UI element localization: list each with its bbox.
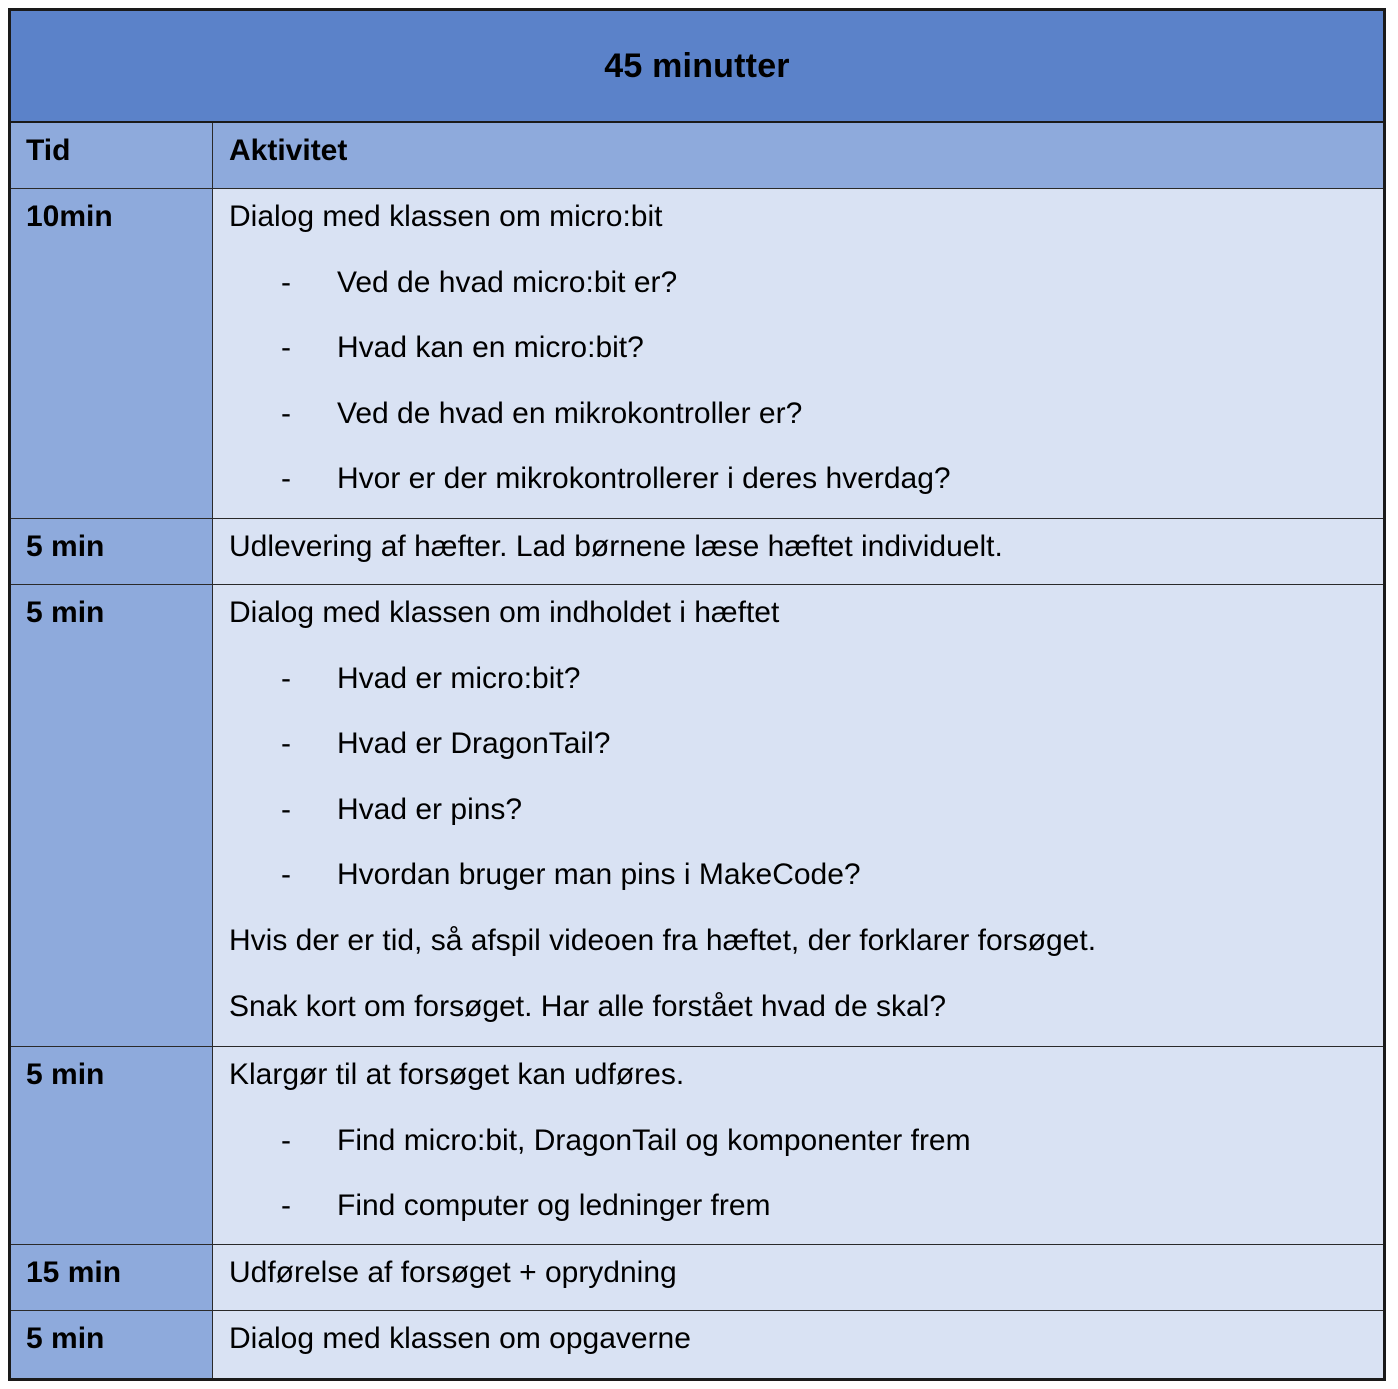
line-text: Hvordan bruger man pins i MakeCode? (337, 858, 861, 892)
time-cell: 5 min (11, 1311, 213, 1378)
time-cell: 15 min (11, 1245, 213, 1310)
header-row (11, 123, 1383, 189)
time-cell: 5 min (11, 1047, 213, 1244)
activity-cell (213, 519, 1383, 584)
activity-text (229, 1253, 1383, 1293)
bullet-dash: - (281, 265, 291, 299)
bullet-dash: - (281, 727, 291, 761)
bullet-dash: - (281, 858, 291, 892)
line-text: Ved de hvad en mikrokontroller er? (337, 396, 803, 430)
time-cell: 5 min (11, 519, 213, 584)
bullet-item (229, 1121, 1383, 1161)
time-cell: 10min (11, 189, 213, 518)
bullet-item (229, 459, 1383, 499)
table-row (11, 1047, 1383, 1245)
activity-cell (213, 189, 1383, 518)
line-text: Udførelse af forsøget + oprydning (229, 1256, 677, 1289)
bullet-dash: - (281, 1189, 291, 1223)
table-row (11, 1311, 1383, 1378)
bullet-dash: - (281, 1123, 291, 1157)
activity-text (229, 1319, 1383, 1359)
line-text: Find computer og ledninger frem (337, 1189, 771, 1223)
line-text: Udlevering af hæfter. Lad børnene læse hæftet individuelt. (229, 530, 1003, 563)
bullet-item (229, 1186, 1383, 1226)
table-row (11, 519, 1383, 585)
bullet-item (229, 394, 1383, 434)
lesson-plan-table (8, 8, 1386, 1381)
activity-cell (213, 1245, 1383, 1310)
time-cell: 5 min (11, 585, 213, 1046)
bullet-dash: - (281, 462, 291, 496)
bullet-item (229, 790, 1383, 830)
header-activity: Aktivitet (213, 123, 1383, 188)
bullet-dash: - (281, 661, 291, 695)
activity-text (229, 987, 1383, 1027)
line-text: Hvad er DragonTail? (337, 727, 611, 761)
activity-text (229, 593, 1383, 633)
bullet-dash: - (281, 792, 291, 826)
activity-text (229, 921, 1383, 961)
line-text: Hvis der er tid, så afspil videoen fra hæftet, der forklarer forsøget. (229, 923, 1097, 957)
line-text: Find micro:bit, DragonTail og komponenter frem (337, 1123, 971, 1157)
table-row (11, 189, 1383, 519)
line-text: Hvad er pins? (337, 792, 523, 826)
activity-cell (213, 1311, 1383, 1378)
bullet-dash: - (281, 331, 291, 365)
activity-text (229, 197, 1383, 237)
table-body (11, 189, 1383, 1378)
bullet-item (229, 724, 1383, 764)
header-time: Tid (11, 123, 213, 188)
line-text: Klargør til at forsøget kan udføres. (229, 1058, 685, 1091)
activity-text (229, 1055, 1383, 1095)
line-text: Hvor er der mikrokontrollerer i deres hverdag? (337, 462, 951, 496)
table-row (11, 1245, 1383, 1311)
line-text: Dialog med klassen om micro:bit (229, 200, 663, 233)
line-text: Hvad kan en micro:bit? (337, 331, 644, 365)
line-text: Dialog med klassen om opgaverne (229, 1322, 691, 1355)
bullet-dash: - (281, 396, 291, 430)
activity-cell (213, 585, 1383, 1046)
table-title: 45 minutter (11, 11, 1383, 123)
line-text: Hvad er micro:bit? (337, 661, 581, 695)
bullet-item (229, 855, 1383, 895)
activity-cell (213, 1047, 1383, 1244)
line-text: Dialog med klassen om indholdet i hæftet (229, 596, 780, 629)
activity-text (229, 527, 1383, 567)
table-row (11, 585, 1383, 1047)
line-text: Snak kort om forsøget. Har alle forstået hvad de skal? (229, 989, 946, 1023)
bullet-item (229, 328, 1383, 368)
line-text: Ved de hvad micro:bit er? (337, 265, 678, 299)
bullet-item (229, 263, 1383, 303)
bullet-item (229, 659, 1383, 699)
